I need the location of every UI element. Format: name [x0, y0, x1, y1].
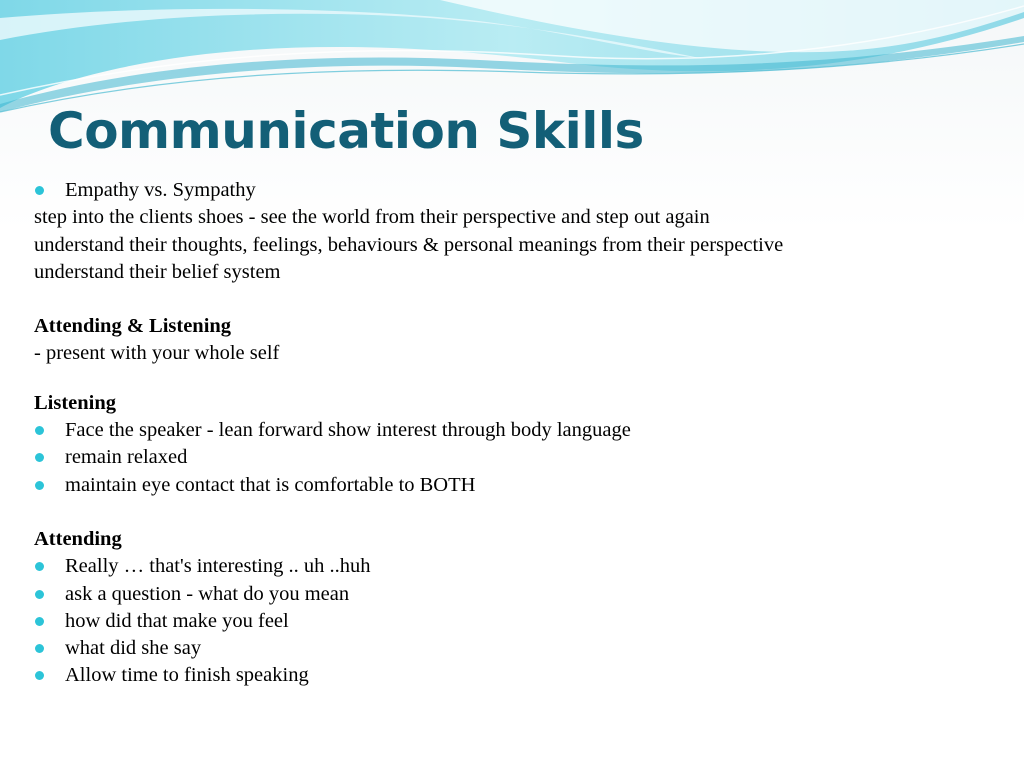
bullet-dot-icon	[35, 481, 44, 490]
list-item	[34, 444, 994, 471]
empathy-line-3: understand their belief system	[34, 260, 281, 283]
list-item-text: how did that make you feel	[65, 609, 289, 632]
list-item-text: Face the speaker - lean forward show interest through body language	[65, 419, 631, 442]
list-item-text: what did she say	[65, 637, 202, 660]
list-item	[34, 662, 994, 689]
empathy-line-1: step into the clients shoes - see the world from their perspective and step out again	[34, 206, 710, 229]
listening-heading: Listening	[34, 391, 117, 414]
spacer	[34, 499, 994, 526]
bullet-dot-icon	[35, 562, 44, 571]
list-item	[34, 417, 994, 444]
spacer	[34, 286, 994, 313]
slide-title: Communication Skills	[48, 102, 644, 160]
attending-heading: Attending	[34, 527, 122, 550]
bullet-dot-icon	[35, 426, 44, 435]
list-item-text: ask a question - what do you mean	[65, 582, 350, 605]
list-item	[34, 553, 994, 580]
empathy-bullet	[34, 177, 994, 204]
bullet-dot-icon	[35, 617, 44, 626]
list-item-text: Allow time to finish speaking	[65, 664, 309, 687]
list-item	[34, 635, 994, 662]
list-item-text: Really … that's interesting .. uh ..huh	[65, 555, 371, 578]
bullet-dot-icon	[35, 590, 44, 599]
bullet-dot-icon	[35, 186, 44, 195]
bullet-dot-icon	[35, 453, 44, 462]
slide-body	[34, 177, 994, 690]
bullet-dot-icon	[35, 644, 44, 653]
bullet-dot-icon	[35, 671, 44, 680]
attending-listening-line: - present with your whole self	[34, 342, 280, 365]
spacer	[34, 368, 994, 390]
empathy-bullet-text: Empathy vs. Sympathy	[65, 179, 256, 201]
list-item	[34, 608, 994, 635]
empathy-line-2: understand their thoughts, feelings, behaviours & personal meanings from their perspective	[34, 233, 784, 256]
list-item-text: maintain eye contact that is comfortable to BOTH	[65, 473, 476, 496]
list-item	[34, 472, 994, 499]
attending-listening-heading: Attending & Listening	[34, 315, 232, 338]
list-item-text: remain relaxed	[65, 446, 188, 469]
list-item	[34, 581, 994, 608]
